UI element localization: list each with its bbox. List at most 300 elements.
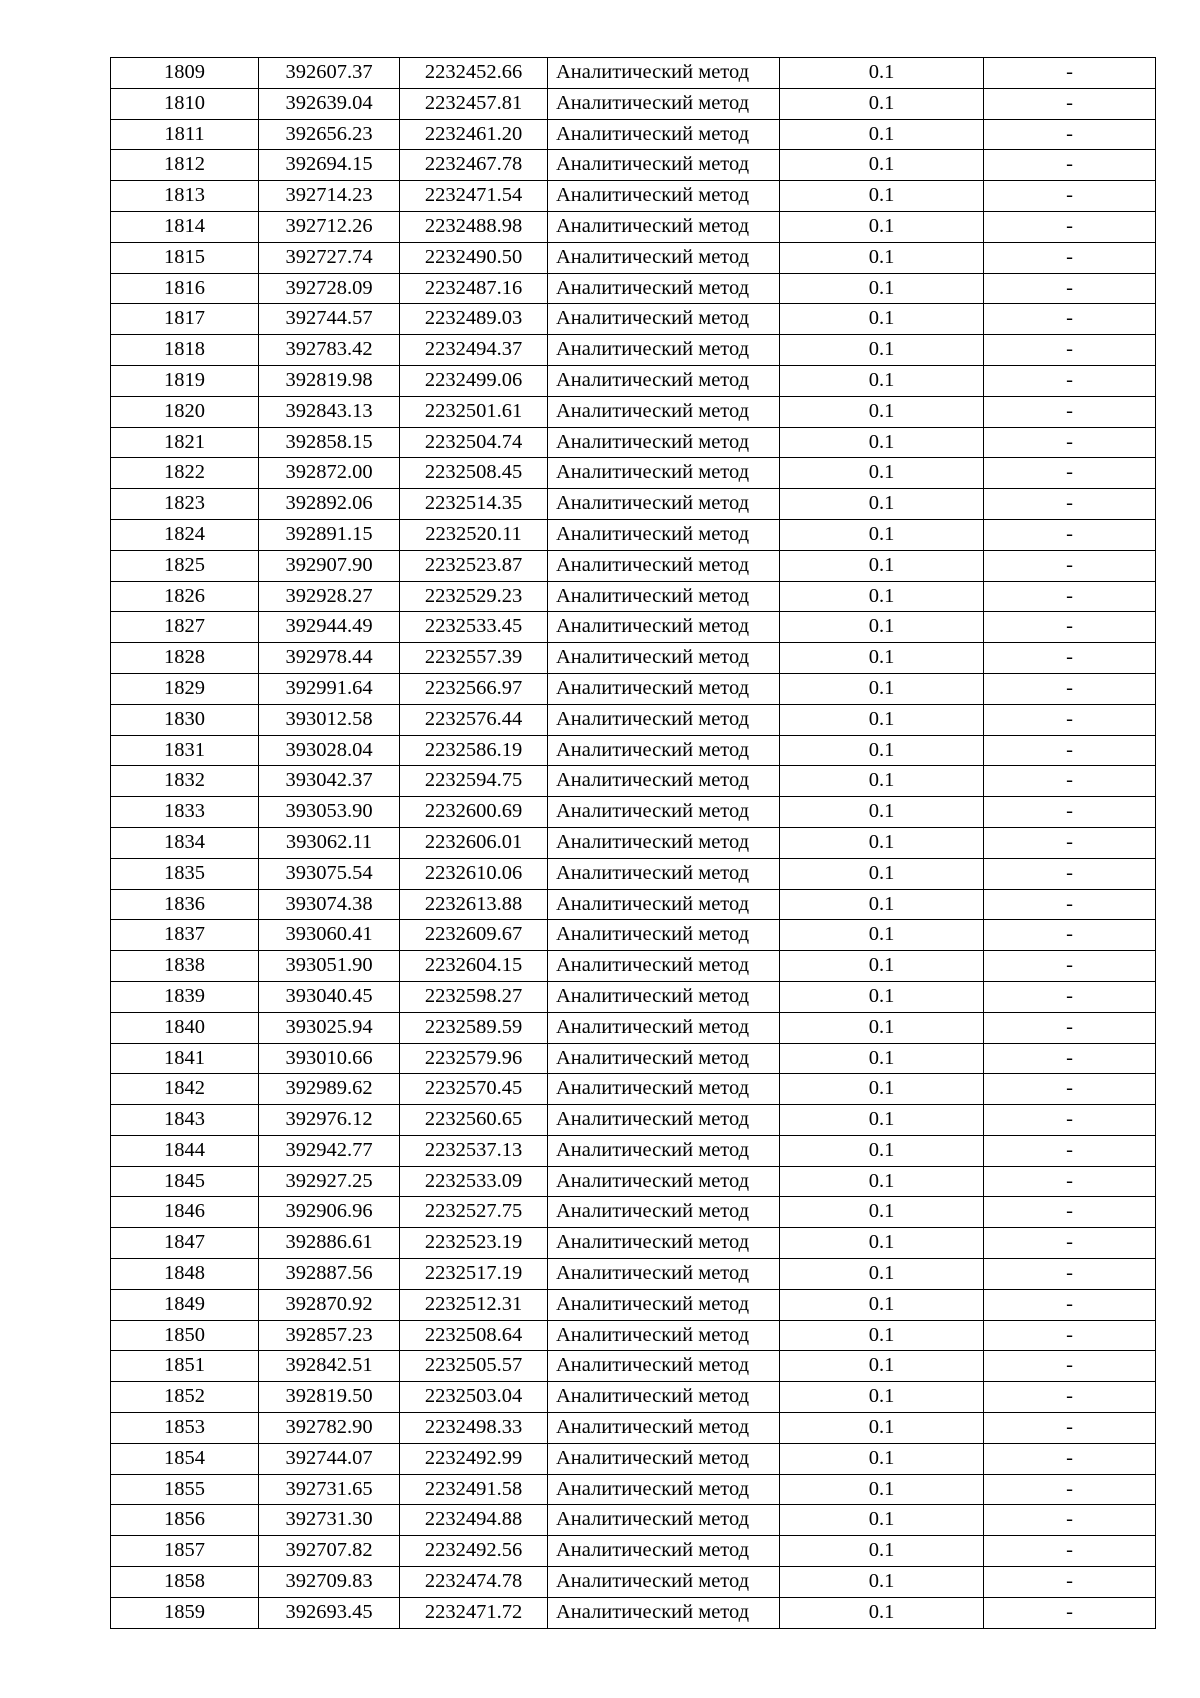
table-row	[111, 335, 1156, 366]
note-cell: -	[984, 1074, 1156, 1105]
x-coordinate-cell: 392928.27	[259, 581, 400, 612]
accuracy-cell: 0.1	[780, 1413, 984, 1444]
y-coordinate-cell: 2232523.87	[400, 550, 548, 581]
note-cell: -	[984, 304, 1156, 335]
note-cell: -	[984, 427, 1156, 458]
method-cell: Аналитический метод	[548, 181, 780, 212]
method-cell: Аналитический метод	[548, 1505, 780, 1536]
y-coordinate-cell: 2232498.33	[400, 1413, 548, 1444]
y-coordinate-cell: 2232566.97	[400, 673, 548, 704]
note-cell: -	[984, 735, 1156, 766]
accuracy-cell: 0.1	[780, 1567, 984, 1598]
accuracy-cell: 0.1	[780, 735, 984, 766]
table-row	[111, 1505, 1156, 1536]
x-coordinate-cell: 393040.45	[259, 981, 400, 1012]
y-coordinate-cell: 2232560.65	[400, 1105, 548, 1136]
table-row	[111, 1228, 1156, 1259]
x-coordinate-cell: 393053.90	[259, 797, 400, 828]
document-page	[110, 57, 1155, 1629]
note-cell: -	[984, 581, 1156, 612]
table-row	[111, 827, 1156, 858]
x-coordinate-cell: 393075.54	[259, 858, 400, 889]
accuracy-cell: 0.1	[780, 458, 984, 489]
y-coordinate-cell: 2232491.58	[400, 1474, 548, 1505]
table-row	[111, 550, 1156, 581]
note-cell: -	[984, 1289, 1156, 1320]
accuracy-cell: 0.1	[780, 396, 984, 427]
method-cell: Аналитический метод	[548, 58, 780, 89]
accuracy-cell: 0.1	[780, 673, 984, 704]
accuracy-cell: 0.1	[780, 1166, 984, 1197]
y-coordinate-cell: 2232471.54	[400, 181, 548, 212]
method-cell: Аналитический метод	[548, 396, 780, 427]
method-cell: Аналитический метод	[548, 489, 780, 520]
y-coordinate-cell: 2232471.72	[400, 1597, 548, 1628]
note-cell: -	[984, 1197, 1156, 1228]
accuracy-cell: 0.1	[780, 1105, 984, 1136]
x-coordinate-cell: 392712.26	[259, 211, 400, 242]
y-coordinate-cell: 2232533.45	[400, 612, 548, 643]
method-cell: Аналитический метод	[548, 1166, 780, 1197]
method-cell: Аналитический метод	[548, 1320, 780, 1351]
method-cell: Аналитический метод	[548, 550, 780, 581]
x-coordinate-cell: 392744.07	[259, 1443, 400, 1474]
y-coordinate-cell: 2232508.64	[400, 1320, 548, 1351]
accuracy-cell: 0.1	[780, 1228, 984, 1259]
table-row	[111, 797, 1156, 828]
note-cell: -	[984, 1228, 1156, 1259]
note-cell: -	[984, 550, 1156, 581]
point-number-cell: 1844	[111, 1135, 259, 1166]
method-cell: Аналитический метод	[548, 119, 780, 150]
accuracy-cell: 0.1	[780, 519, 984, 550]
x-coordinate-cell: 392731.30	[259, 1505, 400, 1536]
y-coordinate-cell: 2232508.45	[400, 458, 548, 489]
point-number-cell: 1838	[111, 951, 259, 982]
y-coordinate-cell: 2232610.06	[400, 858, 548, 889]
table-row	[111, 1043, 1156, 1074]
x-coordinate-cell: 392891.15	[259, 519, 400, 550]
table-row	[111, 1597, 1156, 1628]
table-row	[111, 1351, 1156, 1382]
x-coordinate-cell: 392944.49	[259, 612, 400, 643]
point-number-cell: 1852	[111, 1382, 259, 1413]
x-coordinate-cell: 392782.90	[259, 1413, 400, 1444]
accuracy-cell: 0.1	[780, 1505, 984, 1536]
note-cell: -	[984, 1351, 1156, 1382]
method-cell: Аналитический метод	[548, 211, 780, 242]
point-number-cell: 1840	[111, 1012, 259, 1043]
y-coordinate-cell: 2232529.23	[400, 581, 548, 612]
table-row	[111, 58, 1156, 89]
accuracy-cell: 0.1	[780, 951, 984, 982]
x-coordinate-cell: 393012.58	[259, 704, 400, 735]
method-cell: Аналитический метод	[548, 643, 780, 674]
accuracy-cell: 0.1	[780, 304, 984, 335]
method-cell: Аналитический метод	[548, 1197, 780, 1228]
point-number-cell: 1809	[111, 58, 259, 89]
method-cell: Аналитический метод	[548, 1413, 780, 1444]
y-coordinate-cell: 2232576.44	[400, 704, 548, 735]
point-number-cell: 1815	[111, 242, 259, 273]
x-coordinate-cell: 393028.04	[259, 735, 400, 766]
point-number-cell: 1831	[111, 735, 259, 766]
point-number-cell: 1825	[111, 550, 259, 581]
table-row	[111, 1012, 1156, 1043]
table-row	[111, 1259, 1156, 1290]
y-coordinate-cell: 2232533.09	[400, 1166, 548, 1197]
table-row	[111, 181, 1156, 212]
x-coordinate-cell: 392857.23	[259, 1320, 400, 1351]
x-coordinate-cell: 392870.92	[259, 1289, 400, 1320]
accuracy-cell: 0.1	[780, 1259, 984, 1290]
note-cell: -	[984, 519, 1156, 550]
point-number-cell: 1846	[111, 1197, 259, 1228]
y-coordinate-cell: 2232488.98	[400, 211, 548, 242]
table-row	[111, 612, 1156, 643]
accuracy-cell: 0.1	[780, 58, 984, 89]
x-coordinate-cell: 392819.50	[259, 1382, 400, 1413]
method-cell: Аналитический метод	[548, 1012, 780, 1043]
note-cell: -	[984, 1536, 1156, 1567]
table-row	[111, 1105, 1156, 1136]
y-coordinate-cell: 2232609.67	[400, 920, 548, 951]
table-row	[111, 766, 1156, 797]
method-cell: Аналитический метод	[548, 1105, 780, 1136]
note-cell: -	[984, 1259, 1156, 1290]
point-number-cell: 1826	[111, 581, 259, 612]
accuracy-cell: 0.1	[780, 88, 984, 119]
x-coordinate-cell: 392858.15	[259, 427, 400, 458]
table-row	[111, 581, 1156, 612]
table-row	[111, 858, 1156, 889]
accuracy-cell: 0.1	[780, 550, 984, 581]
note-cell: -	[984, 1505, 1156, 1536]
table-row	[111, 1413, 1156, 1444]
x-coordinate-cell: 392907.90	[259, 550, 400, 581]
table-row	[111, 1289, 1156, 1320]
point-number-cell: 1829	[111, 673, 259, 704]
table-row	[111, 365, 1156, 396]
y-coordinate-cell: 2232527.75	[400, 1197, 548, 1228]
x-coordinate-cell: 392927.25	[259, 1166, 400, 1197]
point-number-cell: 1836	[111, 889, 259, 920]
accuracy-cell: 0.1	[780, 1043, 984, 1074]
point-number-cell: 1823	[111, 489, 259, 520]
point-number-cell: 1847	[111, 1228, 259, 1259]
point-number-cell: 1850	[111, 1320, 259, 1351]
table-row	[111, 1567, 1156, 1598]
table-row	[111, 951, 1156, 982]
x-coordinate-cell: 392728.09	[259, 273, 400, 304]
y-coordinate-cell: 2232461.20	[400, 119, 548, 150]
table-row	[111, 304, 1156, 335]
method-cell: Аналитический метод	[548, 427, 780, 458]
accuracy-cell: 0.1	[780, 889, 984, 920]
y-coordinate-cell: 2232604.15	[400, 951, 548, 982]
table-row	[111, 396, 1156, 427]
coordinates-table	[110, 57, 1156, 1629]
point-number-cell: 1822	[111, 458, 259, 489]
note-cell: -	[984, 211, 1156, 242]
note-cell: -	[984, 612, 1156, 643]
note-cell: -	[984, 766, 1156, 797]
x-coordinate-cell: 392843.13	[259, 396, 400, 427]
point-number-cell: 1851	[111, 1351, 259, 1382]
point-number-cell: 1824	[111, 519, 259, 550]
x-coordinate-cell: 392694.15	[259, 150, 400, 181]
accuracy-cell: 0.1	[780, 273, 984, 304]
method-cell: Аналитический метод	[548, 889, 780, 920]
note-cell: -	[984, 889, 1156, 920]
table-row	[111, 1166, 1156, 1197]
y-coordinate-cell: 2232494.88	[400, 1505, 548, 1536]
x-coordinate-cell: 393060.41	[259, 920, 400, 951]
method-cell: Аналитический метод	[548, 242, 780, 273]
accuracy-cell: 0.1	[780, 581, 984, 612]
y-coordinate-cell: 2232494.37	[400, 335, 548, 366]
x-coordinate-cell: 392991.64	[259, 673, 400, 704]
point-number-cell: 1854	[111, 1443, 259, 1474]
point-number-cell: 1810	[111, 88, 259, 119]
method-cell: Аналитический метод	[548, 920, 780, 951]
y-coordinate-cell: 2232589.59	[400, 1012, 548, 1043]
table-row	[111, 88, 1156, 119]
table-row	[111, 643, 1156, 674]
x-coordinate-cell: 392727.74	[259, 242, 400, 273]
table-row	[111, 489, 1156, 520]
note-cell: -	[984, 1597, 1156, 1628]
note-cell: -	[984, 1474, 1156, 1505]
table-row	[111, 1135, 1156, 1166]
y-coordinate-cell: 2232452.66	[400, 58, 548, 89]
x-coordinate-cell: 393074.38	[259, 889, 400, 920]
y-coordinate-cell: 2232613.88	[400, 889, 548, 920]
note-cell: -	[984, 489, 1156, 520]
table-row	[111, 1074, 1156, 1105]
point-number-cell: 1859	[111, 1597, 259, 1628]
point-number-cell: 1857	[111, 1536, 259, 1567]
point-number-cell: 1827	[111, 612, 259, 643]
method-cell: Аналитический метод	[548, 827, 780, 858]
y-coordinate-cell: 2232557.39	[400, 643, 548, 674]
accuracy-cell: 0.1	[780, 1289, 984, 1320]
method-cell: Аналитический метод	[548, 1135, 780, 1166]
note-cell: -	[984, 1443, 1156, 1474]
note-cell: -	[984, 1012, 1156, 1043]
note-cell: -	[984, 365, 1156, 396]
table-row	[111, 920, 1156, 951]
y-coordinate-cell: 2232492.99	[400, 1443, 548, 1474]
x-coordinate-cell: 393042.37	[259, 766, 400, 797]
accuracy-cell: 0.1	[780, 335, 984, 366]
x-coordinate-cell: 392978.44	[259, 643, 400, 674]
y-coordinate-cell: 2232501.61	[400, 396, 548, 427]
y-coordinate-cell: 2232579.96	[400, 1043, 548, 1074]
y-coordinate-cell: 2232474.78	[400, 1567, 548, 1598]
y-coordinate-cell: 2232505.57	[400, 1351, 548, 1382]
note-cell: -	[984, 981, 1156, 1012]
point-number-cell: 1849	[111, 1289, 259, 1320]
table-row	[111, 211, 1156, 242]
note-cell: -	[984, 1382, 1156, 1413]
table-row	[111, 119, 1156, 150]
note-cell: -	[984, 335, 1156, 366]
x-coordinate-cell: 393025.94	[259, 1012, 400, 1043]
point-number-cell: 1843	[111, 1105, 259, 1136]
note-cell: -	[984, 273, 1156, 304]
note-cell: -	[984, 704, 1156, 735]
y-coordinate-cell: 2232504.74	[400, 427, 548, 458]
x-coordinate-cell: 392639.04	[259, 88, 400, 119]
method-cell: Аналитический метод	[548, 1228, 780, 1259]
y-coordinate-cell: 2232489.03	[400, 304, 548, 335]
y-coordinate-cell: 2232520.11	[400, 519, 548, 550]
point-number-cell: 1819	[111, 365, 259, 396]
y-coordinate-cell: 2232586.19	[400, 735, 548, 766]
method-cell: Аналитический метод	[548, 273, 780, 304]
x-coordinate-cell: 392709.83	[259, 1567, 400, 1598]
accuracy-cell: 0.1	[780, 1474, 984, 1505]
point-number-cell: 1842	[111, 1074, 259, 1105]
method-cell: Аналитический метод	[548, 951, 780, 982]
table-row	[111, 1536, 1156, 1567]
x-coordinate-cell: 393010.66	[259, 1043, 400, 1074]
y-coordinate-cell: 2232512.31	[400, 1289, 548, 1320]
method-cell: Аналитический метод	[548, 735, 780, 766]
point-number-cell: 1812	[111, 150, 259, 181]
note-cell: -	[984, 119, 1156, 150]
table-row	[111, 150, 1156, 181]
method-cell: Аналитический метод	[548, 1289, 780, 1320]
point-number-cell: 1816	[111, 273, 259, 304]
note-cell: -	[984, 1135, 1156, 1166]
method-cell: Аналитический метод	[548, 88, 780, 119]
accuracy-cell: 0.1	[780, 489, 984, 520]
method-cell: Аналитический метод	[548, 981, 780, 1012]
accuracy-cell: 0.1	[780, 1135, 984, 1166]
y-coordinate-cell: 2232503.04	[400, 1382, 548, 1413]
y-coordinate-cell: 2232570.45	[400, 1074, 548, 1105]
note-cell: -	[984, 797, 1156, 828]
note-cell: -	[984, 242, 1156, 273]
x-coordinate-cell: 392872.00	[259, 458, 400, 489]
y-coordinate-cell: 2232606.01	[400, 827, 548, 858]
accuracy-cell: 0.1	[780, 1443, 984, 1474]
method-cell: Аналитический метод	[548, 365, 780, 396]
table-row	[111, 1320, 1156, 1351]
note-cell: -	[984, 1166, 1156, 1197]
accuracy-cell: 0.1	[780, 1012, 984, 1043]
note-cell: -	[984, 181, 1156, 212]
method-cell: Аналитический метод	[548, 458, 780, 489]
table-row	[111, 273, 1156, 304]
x-coordinate-cell: 392886.61	[259, 1228, 400, 1259]
accuracy-cell: 0.1	[780, 1536, 984, 1567]
note-cell: -	[984, 150, 1156, 181]
method-cell: Аналитический метод	[548, 797, 780, 828]
note-cell: -	[984, 88, 1156, 119]
x-coordinate-cell: 392942.77	[259, 1135, 400, 1166]
table-row	[111, 735, 1156, 766]
method-cell: Аналитический метод	[548, 1567, 780, 1598]
x-coordinate-cell: 392887.56	[259, 1259, 400, 1290]
note-cell: -	[984, 1567, 1156, 1598]
accuracy-cell: 0.1	[780, 365, 984, 396]
x-coordinate-cell: 392707.82	[259, 1536, 400, 1567]
method-cell: Аналитический метод	[548, 612, 780, 643]
method-cell: Аналитический метод	[548, 150, 780, 181]
method-cell: Аналитический метод	[548, 1474, 780, 1505]
point-number-cell: 1853	[111, 1413, 259, 1444]
x-coordinate-cell: 393062.11	[259, 827, 400, 858]
x-coordinate-cell: 392989.62	[259, 1074, 400, 1105]
y-coordinate-cell: 2232600.69	[400, 797, 548, 828]
accuracy-cell: 0.1	[780, 981, 984, 1012]
method-cell: Аналитический метод	[548, 766, 780, 797]
coordinates-table-body	[111, 58, 1156, 1629]
accuracy-cell: 0.1	[780, 797, 984, 828]
point-number-cell: 1841	[111, 1043, 259, 1074]
accuracy-cell: 0.1	[780, 211, 984, 242]
y-coordinate-cell: 2232598.27	[400, 981, 548, 1012]
point-number-cell: 1856	[111, 1505, 259, 1536]
accuracy-cell: 0.1	[780, 858, 984, 889]
method-cell: Аналитический метод	[548, 304, 780, 335]
method-cell: Аналитический метод	[548, 858, 780, 889]
note-cell: -	[984, 458, 1156, 489]
point-number-cell: 1818	[111, 335, 259, 366]
point-number-cell: 1835	[111, 858, 259, 889]
x-coordinate-cell: 392731.65	[259, 1474, 400, 1505]
method-cell: Аналитический метод	[548, 1443, 780, 1474]
note-cell: -	[984, 1105, 1156, 1136]
accuracy-cell: 0.1	[780, 1597, 984, 1628]
point-number-cell: 1858	[111, 1567, 259, 1598]
y-coordinate-cell: 2232457.81	[400, 88, 548, 119]
point-number-cell: 1813	[111, 181, 259, 212]
method-cell: Аналитический метод	[548, 519, 780, 550]
accuracy-cell: 0.1	[780, 766, 984, 797]
y-coordinate-cell: 2232487.16	[400, 273, 548, 304]
y-coordinate-cell: 2232490.50	[400, 242, 548, 273]
accuracy-cell: 0.1	[780, 1351, 984, 1382]
y-coordinate-cell: 2232523.19	[400, 1228, 548, 1259]
x-coordinate-cell: 392693.45	[259, 1597, 400, 1628]
point-number-cell: 1821	[111, 427, 259, 458]
accuracy-cell: 0.1	[780, 920, 984, 951]
method-cell: Аналитический метод	[548, 581, 780, 612]
x-coordinate-cell: 392976.12	[259, 1105, 400, 1136]
note-cell: -	[984, 951, 1156, 982]
note-cell: -	[984, 1320, 1156, 1351]
x-coordinate-cell: 392714.23	[259, 181, 400, 212]
method-cell: Аналитический метод	[548, 335, 780, 366]
note-cell: -	[984, 396, 1156, 427]
table-row	[111, 1474, 1156, 1505]
table-row	[111, 427, 1156, 458]
method-cell: Аналитический метод	[548, 1043, 780, 1074]
point-number-cell: 1839	[111, 981, 259, 1012]
table-row	[111, 242, 1156, 273]
table-row	[111, 981, 1156, 1012]
method-cell: Аналитический метод	[548, 1259, 780, 1290]
y-coordinate-cell: 2232594.75	[400, 766, 548, 797]
note-cell: -	[984, 827, 1156, 858]
x-coordinate-cell: 392842.51	[259, 1351, 400, 1382]
accuracy-cell: 0.1	[780, 1074, 984, 1105]
method-cell: Аналитический метод	[548, 1074, 780, 1105]
